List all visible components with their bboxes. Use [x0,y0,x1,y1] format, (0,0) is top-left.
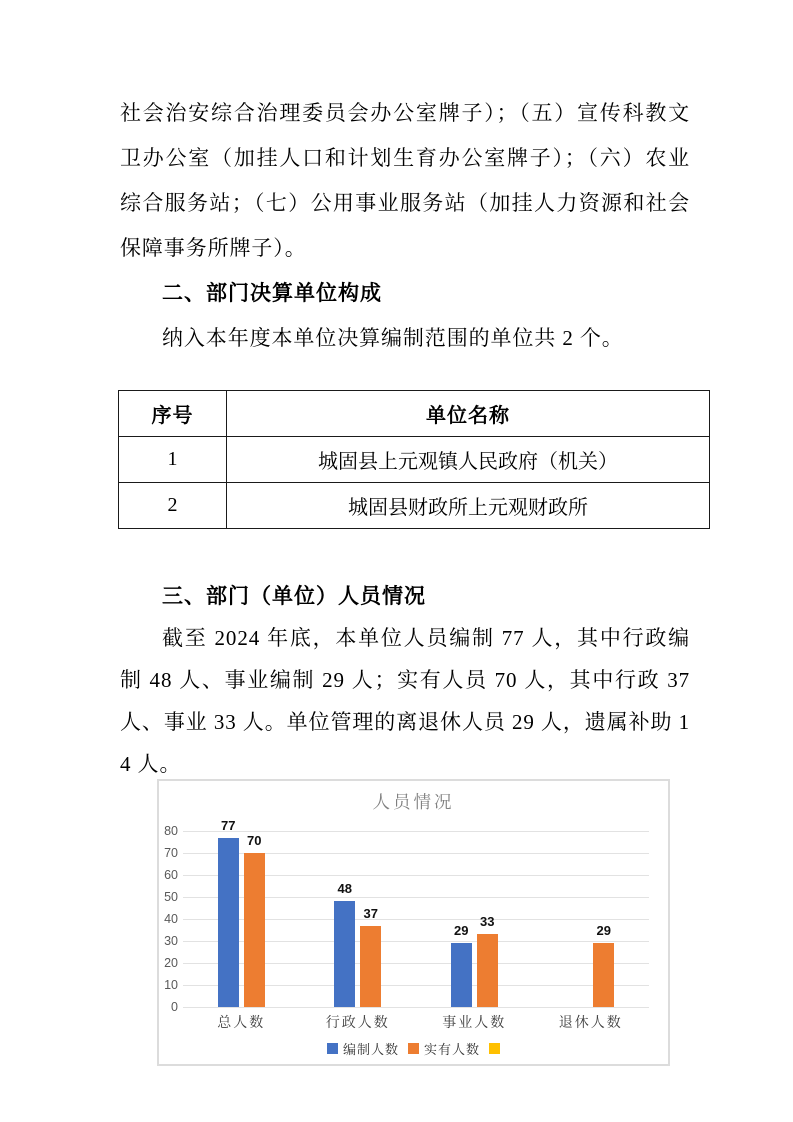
bar-value-label: 29 [454,923,469,939]
bar-group-0 [183,817,300,1007]
y-axis-tick-label: 10 [164,978,178,992]
y-axis-tick-label: 0 [171,1000,178,1014]
table-cell-unit-name: 城固县财政所上元观财政所 [227,483,710,529]
bar-series1-cat3 [593,943,614,1007]
bar-value-label: 77 [221,817,236,833]
bar-series1-cat2 [477,934,498,1007]
bar-group-3 [533,831,650,1007]
y-axis-tick-label: 20 [164,956,178,970]
table-cell-index: 2 [119,483,227,529]
bar-series0-cat0 [218,838,239,1007]
chart-legend [159,1040,668,1056]
y-axis-tick-label: 50 [164,890,178,904]
table-header-unit-name: 单位名称 [227,391,710,437]
x-axis-category-label: 总人数 [217,1016,266,1031]
y-axis-tick-label: 60 [164,868,178,882]
units-table [118,390,710,529]
legend-label: 实有人数 [424,1041,481,1057]
table-row [119,483,710,529]
x-axis-category-label: 事业人数 [442,1016,507,1031]
legend-swatch-icon [489,1043,500,1054]
table-header-row [119,391,710,437]
y-axis-tick-label: 80 [164,824,178,838]
section-heading-2: 二、部门决算单位构成 [162,282,382,305]
personnel-bar-chart [157,779,670,1066]
x-axis-category-label: 退休人数 [558,1016,623,1031]
bar-series1-cat0 [244,853,265,1007]
body-paragraph-units-count: 纳入本年度本单位决算编制范围的单位共 2 个。 [162,326,624,350]
body-paragraph-continuation: 社会治安综合治理委员会办公室牌子）；（五）宣传科教文卫办公室（加挂人口和计划生育办公室牌子）；（六）农业综合服务站；（七）公用事业服务站（加挂人力资源和社会保障事务所牌子）。 [120,101,690,260]
bar-value-label: 33 [480,914,495,930]
x-axis-category-label: 行政人数 [325,1016,390,1031]
y-axis-tick-label: 40 [164,912,178,926]
bar-group-1 [300,831,417,1007]
body-paragraph-personnel: 截至 2024 年底，本单位人员编制 77 人，其中行政编制 48 人、事业编制 29 人；实有人员 70 人，其中行政 37 人、事业 33 人。单位管理的离退休人员 29 人，遗属补助 14 人。 [120,626,690,776]
y-axis-tick-label: 30 [164,934,178,948]
bar-value-label: 29 [596,923,611,939]
bar-series0-cat2 [451,943,472,1007]
legend-label: 编制人数 [342,1041,399,1057]
chart-category-axis [183,1012,649,1030]
bar-value-label: 37 [363,905,378,921]
table-header-index: 序号 [119,391,227,437]
table-cell-index: 1 [119,437,227,483]
y-axis-tick-label: 70 [164,846,178,860]
bar-value-label: 70 [247,833,262,848]
legend-item-0 [327,1039,399,1058]
legend-swatch-icon [408,1043,419,1054]
bar-group-2 [416,831,533,1007]
table-row [119,437,710,483]
bar-series1-cat1 [360,926,381,1007]
section-heading-3: 三、部门（单位）人员情况 [162,585,426,608]
chart-title: 人员情况 [372,792,455,812]
table-cell-unit-name: 城固县上元观镇人民政府（机关） [227,437,710,483]
legend-swatch-icon [327,1043,338,1054]
legend-item-1 [408,1039,480,1058]
legend-item-2 [489,1043,500,1054]
chart-plot-area [164,817,649,1014]
bar-value-label: 48 [337,881,352,897]
